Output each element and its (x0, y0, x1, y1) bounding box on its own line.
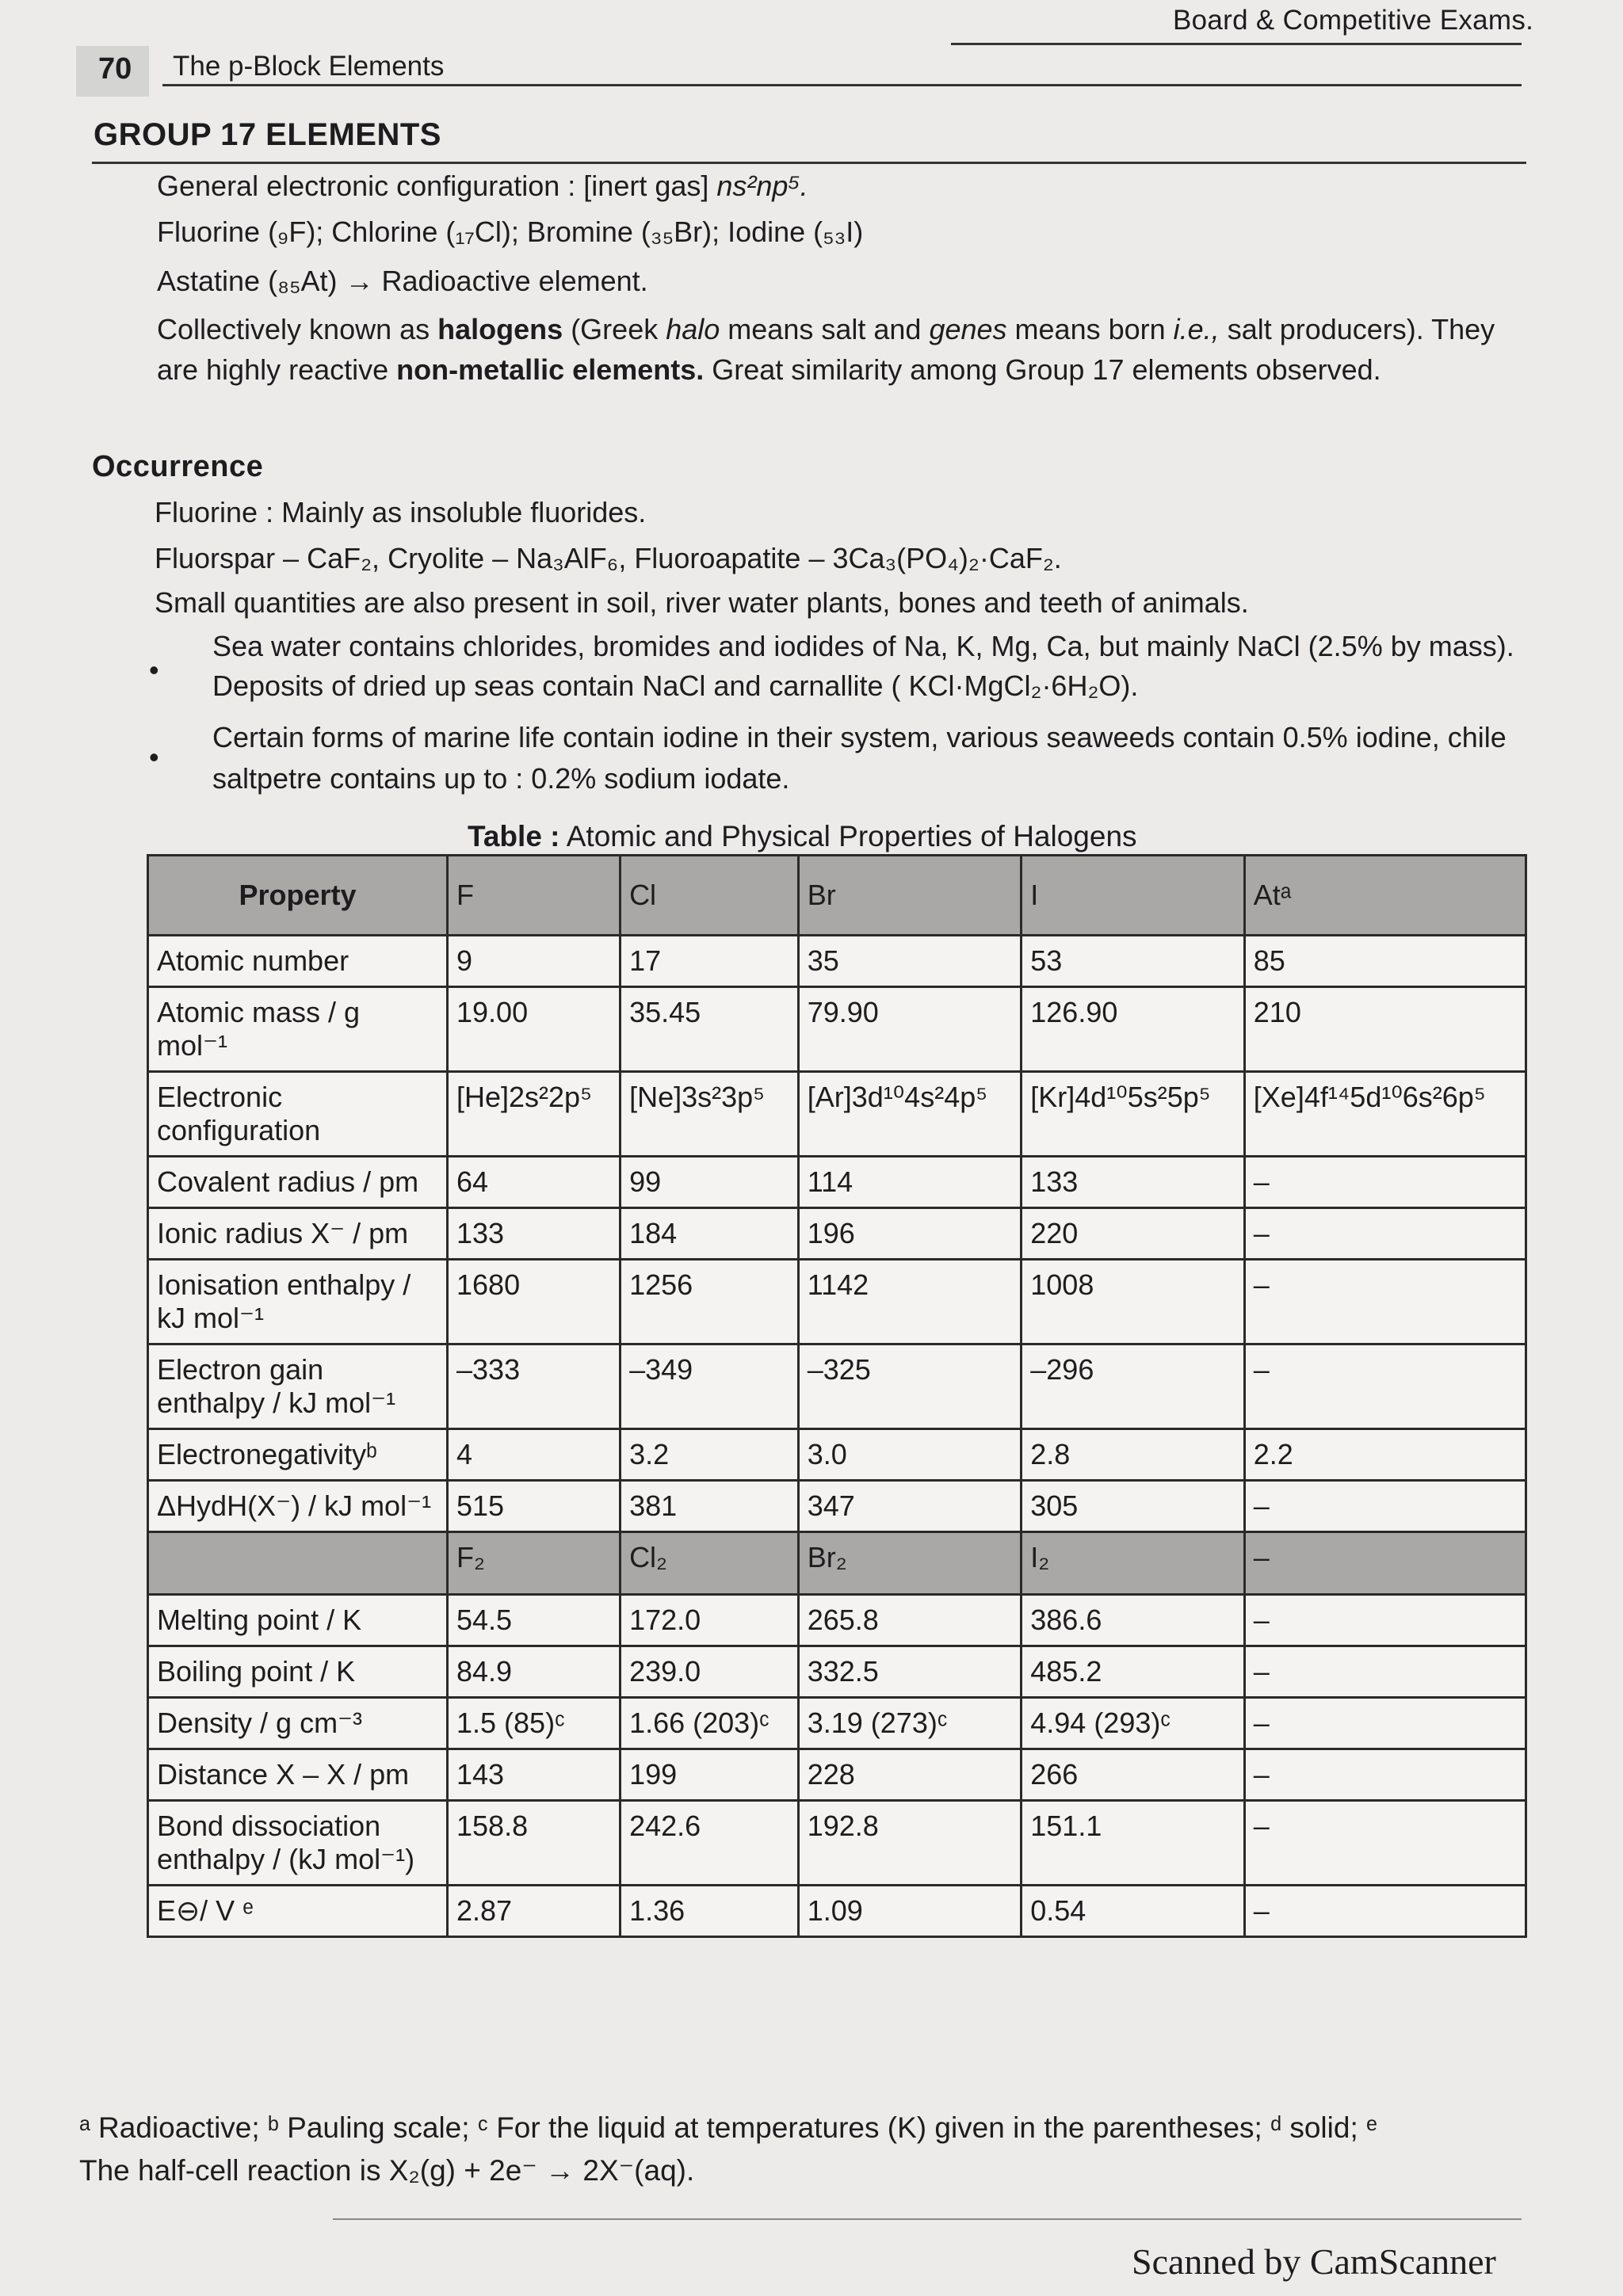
value-cell: 265.8 (798, 1595, 1022, 1646)
value-cell: 99 (621, 1157, 799, 1208)
value-cell: 35.45 (621, 987, 799, 1072)
value-cell: –349 (621, 1344, 799, 1429)
value-cell: – (1244, 1646, 1526, 1698)
property-cell: Property (148, 856, 448, 936)
halogen-text-c: means salt and (720, 313, 930, 345)
value-cell: [Ar]3d¹⁰4s²4p⁵ (798, 1072, 1022, 1157)
table-row (148, 1886, 1526, 1937)
value-cell: 53 (1022, 936, 1245, 987)
value-cell: 184 (621, 1208, 799, 1260)
value-cell: 0.54 (1022, 1886, 1245, 1937)
value-cell: –333 (448, 1344, 621, 1429)
config-formula: ns²np⁵. (716, 170, 808, 202)
bullet-1: • (149, 654, 159, 686)
value-cell: Br₂ (798, 1532, 1022, 1595)
occurrence-line-2: Fluorspar – CaF₂, Cryolite – Na₃AlF₆, Fluoroapatite – 3Ca₃(PO₄)₂·CaF₂. (155, 542, 1062, 574)
value-cell: 347 (798, 1481, 1022, 1532)
value-cell: 17 (621, 936, 799, 987)
table-row (148, 987, 1526, 1072)
property-cell: Ionisation enthalpy / kJ mol⁻¹ (148, 1260, 448, 1344)
property-cell: ΔHydH(X⁻) / kJ mol⁻¹ (148, 1481, 448, 1532)
property-cell: Covalent radius / pm (148, 1157, 448, 1208)
halogen-ie: i.e., (1173, 313, 1220, 345)
halogen-text-a: Collectively known as (157, 313, 438, 345)
running-header-right: Board & Competitive Exams. (1173, 5, 1534, 36)
table-row (148, 1208, 1526, 1260)
value-cell: – (1244, 1595, 1526, 1646)
astatine-line: Astatine (₈₅At) → Radioactive element. (157, 265, 648, 297)
value-cell: Cl₂ (621, 1532, 799, 1595)
property-cell (148, 1532, 448, 1595)
reactive-text-b: Great similarity among Group 17 elements observed. (704, 353, 1381, 386)
config-line (157, 170, 808, 203)
value-cell: 85 (1244, 936, 1526, 987)
table-header-row (148, 856, 1526, 936)
value-cell: 1680 (448, 1260, 621, 1344)
value-cell: –325 (798, 1344, 1022, 1429)
value-cell: 143 (448, 1749, 621, 1801)
value-cell: 220 (1022, 1208, 1245, 1260)
value-cell: 1008 (1022, 1260, 1245, 1344)
table-row (148, 1646, 1526, 1698)
value-cell: [Kr]4d¹⁰5s²5p⁵ (1022, 1072, 1245, 1157)
value-cell: – (1244, 1532, 1526, 1595)
page-number: 70 (98, 52, 132, 86)
value-cell: 239.0 (621, 1646, 799, 1698)
value-cell: 2.2 (1244, 1429, 1526, 1481)
value-cell: Br (798, 856, 1022, 936)
value-cell: 84.9 (448, 1646, 621, 1698)
group-heading: GROUP 17 ELEMENTS (94, 117, 441, 152)
bullet-1-line-a: Sea water contains chlorides, bromides and iodides of Na, K, Mg, Ca, but mainly NaCl (2.5% by mass). (212, 630, 1514, 662)
reactive-bold: non-metallic elements. (396, 353, 705, 386)
value-cell: – (1244, 1749, 1526, 1801)
config-prefix: General electronic configuration : [inert gas] (157, 170, 717, 202)
value-cell: 151.1 (1022, 1801, 1245, 1886)
value-cell: Cl (621, 856, 799, 936)
value-cell: 381 (621, 1481, 799, 1532)
value-cell: 2.8 (1022, 1429, 1245, 1481)
value-cell: – (1244, 1481, 1526, 1532)
value-cell: 3.0 (798, 1429, 1022, 1481)
halogen-text-d: means born (1006, 313, 1174, 345)
footnote-line-1: ᵃ Radioactive; ᵇ Pauling scale; ᶜ For the liquid at temperatures (K) given in the parentheses; ᵈ solid; ᵉ (79, 2111, 1377, 2144)
value-cell: 9 (448, 936, 621, 987)
footer-rule (333, 2218, 1522, 2220)
table-row (148, 936, 1526, 987)
table-row (148, 1749, 1526, 1801)
property-cell: Boiling point / K (148, 1646, 448, 1698)
footnote-line-2: The half-cell reaction is X₂(g) + 2e⁻ → 2X⁻(aq). (79, 2154, 695, 2187)
table-row (148, 1072, 1526, 1157)
property-cell: Electronic configuration (148, 1072, 448, 1157)
value-cell: F (448, 856, 621, 936)
table-caption-bold: Table : (468, 820, 560, 852)
halogen-bold: halogens (437, 313, 563, 345)
value-cell: 4 (448, 1429, 621, 1481)
chapter-title: The p-Block Elements (173, 51, 445, 82)
header-rule (162, 84, 1522, 86)
value-cell: 133 (448, 1208, 621, 1260)
value-cell: – (1244, 1801, 1526, 1886)
value-cell: 79.90 (798, 987, 1022, 1072)
table-caption (468, 820, 1137, 853)
value-cell: 2.87 (448, 1886, 621, 1937)
value-cell: 1.09 (798, 1886, 1022, 1937)
value-cell: [He]2s²2p⁵ (448, 1072, 621, 1157)
bullet-2-line-b: saltpetre contains up to : 0.2% sodium iodate. (212, 762, 790, 795)
value-cell: 242.6 (621, 1801, 799, 1886)
property-cell: Atomic number (148, 936, 448, 987)
property-cell: Density / g cm⁻³ (148, 1698, 448, 1749)
value-cell: – (1244, 1157, 1526, 1208)
value-cell: 485.2 (1022, 1646, 1245, 1698)
reactive-text-a: are highly reactive (157, 353, 397, 386)
table-row (148, 1260, 1526, 1344)
value-cell: 1.36 (621, 1886, 799, 1937)
property-cell: Electron gain enthalpy / kJ mol⁻¹ (148, 1344, 448, 1429)
property-cell: Distance X – X / pm (148, 1749, 448, 1801)
property-cell: E⊖/ V ᵉ (148, 1886, 448, 1937)
value-cell: 305 (1022, 1481, 1245, 1532)
value-cell: 199 (621, 1749, 799, 1801)
property-cell: Melting point / K (148, 1595, 448, 1646)
elements-line: Fluorine (₉F); Chlorine (₁₇Cl); Bromine (₃₅Br); Iodine (₅₃I) (157, 215, 864, 248)
halogen-line (157, 313, 1495, 346)
value-cell: 126.90 (1022, 987, 1245, 1072)
value-cell: I (1022, 856, 1245, 936)
value-cell: – (1244, 1344, 1526, 1429)
table-row (148, 1698, 1526, 1749)
property-cell: Electronegativityᵇ (148, 1429, 448, 1481)
value-cell: 64 (448, 1157, 621, 1208)
table-row (148, 1532, 1526, 1595)
value-cell: 133 (1022, 1157, 1245, 1208)
bullet-2-line-a: Certain forms of marine life contain iodine in their system, various seaweeds contain 0.5% iodine, chile (212, 721, 1507, 753)
halogen-halo: halo (666, 313, 720, 345)
property-cell: Bond dissociation enthalpy / (kJ mol⁻¹) (148, 1801, 448, 1886)
value-cell: Atᵃ (1244, 856, 1526, 936)
value-cell: 19.00 (448, 987, 621, 1072)
halogen-text-e: salt producers). They (1219, 313, 1495, 345)
value-cell: – (1244, 1698, 1526, 1749)
value-cell: 192.8 (798, 1801, 1022, 1886)
halogen-text-b: (Greek (563, 313, 666, 345)
value-cell: 4.94 (293)ᶜ (1022, 1698, 1245, 1749)
value-cell: 54.5 (448, 1595, 621, 1646)
value-cell: 114 (798, 1157, 1022, 1208)
value-cell: 1.66 (203)ᶜ (621, 1698, 799, 1749)
table-row (148, 1801, 1526, 1886)
value-cell: 35 (798, 936, 1022, 987)
value-cell: – (1244, 1260, 1526, 1344)
reactive-line (157, 353, 1381, 387)
value-cell: 1256 (621, 1260, 799, 1344)
property-cell: Ionic radius X⁻ / pm (148, 1208, 448, 1260)
value-cell: 266 (1022, 1749, 1245, 1801)
value-cell: – (1244, 1208, 1526, 1260)
value-cell: 386.6 (1022, 1595, 1245, 1646)
value-cell: – (1244, 1886, 1526, 1937)
property-cell: Atomic mass / g mol⁻¹ (148, 987, 448, 1072)
value-cell: 228 (798, 1749, 1022, 1801)
table-row (148, 1429, 1526, 1481)
value-cell: 196 (798, 1208, 1022, 1260)
table-row (148, 1157, 1526, 1208)
value-cell: I₂ (1022, 1532, 1245, 1595)
occurrence-line-3: Small quantities are also present in soil, river water plants, bones and teeth of animals. (155, 586, 1249, 619)
occurrence-line-1: Fluorine : Mainly as insoluble fluorides. (155, 496, 647, 528)
value-cell: [Ne]3s²3p⁵ (621, 1072, 799, 1157)
value-cell: 158.8 (448, 1801, 621, 1886)
value-cell: [Xe]4f¹⁴5d¹⁰6s²6p⁵ (1244, 1072, 1526, 1157)
halogen-genes: genes (929, 313, 1007, 345)
value-cell: –296 (1022, 1344, 1245, 1429)
value-cell: 515 (448, 1481, 621, 1532)
value-cell: 1142 (798, 1260, 1022, 1344)
value-cell: 172.0 (621, 1595, 799, 1646)
value-cell: 3.2 (621, 1429, 799, 1481)
scanner-watermark: Scanned by CamScanner (1132, 2241, 1496, 2282)
value-cell: 1.5 (85)ᶜ (448, 1698, 621, 1749)
halogen-properties-table (147, 854, 1527, 1938)
value-cell: F₂ (448, 1532, 621, 1595)
table-row (148, 1481, 1526, 1532)
table-caption-text: Atomic and Physical Properties of Halogens (559, 820, 1137, 852)
bullet-1-line-b: Deposits of dried up seas contain NaCl and carnallite ( KCl·MgCl₂·6H₂O). (212, 669, 1139, 702)
table-row (148, 1595, 1526, 1646)
header-right-rule (951, 43, 1522, 45)
value-cell: 3.19 (273)ᶜ (798, 1698, 1022, 1749)
value-cell: 332.5 (798, 1646, 1022, 1698)
table-row (148, 1344, 1526, 1429)
occurrence-heading: Occurrence (92, 450, 264, 483)
section-rule (92, 162, 1526, 164)
bullet-2: • (149, 741, 159, 773)
value-cell: 210 (1244, 987, 1526, 1072)
